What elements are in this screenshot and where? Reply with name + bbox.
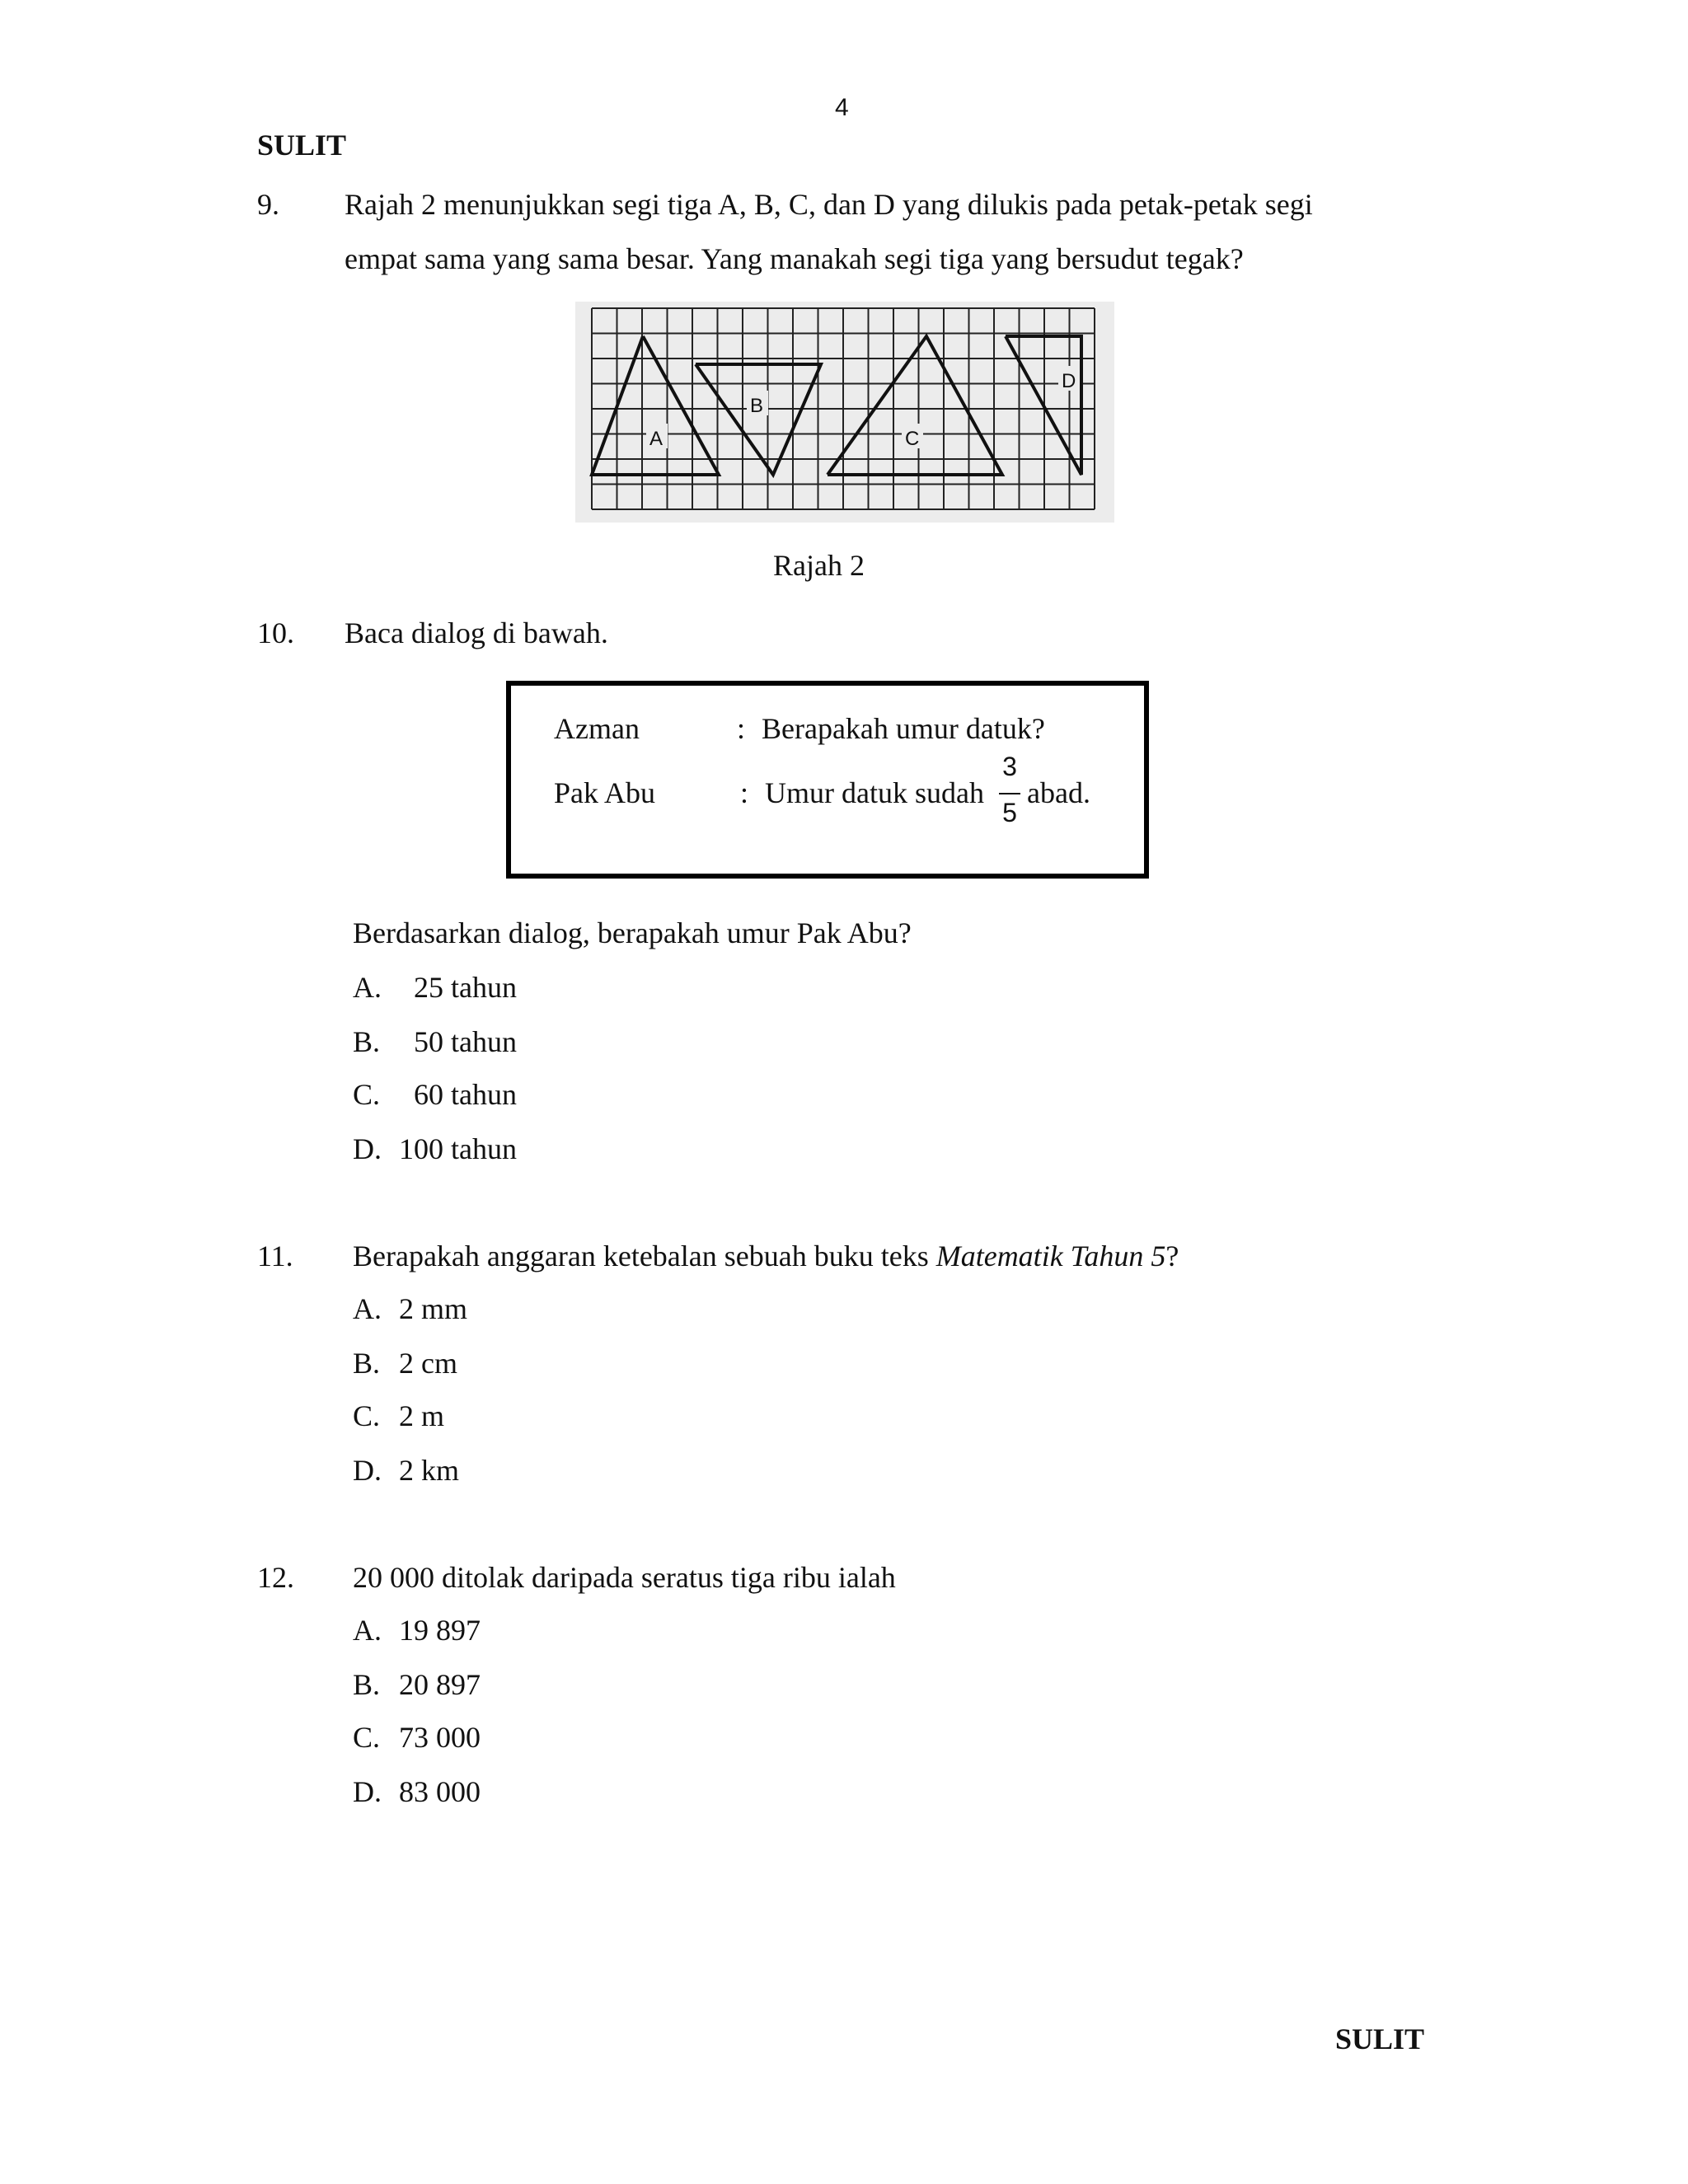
q10-option-a: 25 tahun	[414, 971, 517, 1004]
q11-option-a-letter: A.	[353, 1292, 382, 1325]
q12-option-b-letter: B.	[353, 1668, 381, 1701]
q11-number: 11.	[257, 1240, 293, 1272]
dialog-colon: :	[737, 712, 746, 745]
q12-text: 20 000 ditolak daripada seratus tiga ribu ialah	[353, 1561, 896, 1594]
q12-option-c: 73 000	[399, 1721, 481, 1754]
q12-option-c-letter: C.	[353, 1721, 381, 1754]
q11-question-mark: ?	[1165, 1240, 1179, 1272]
q11-option-a: 2 mm	[399, 1292, 468, 1325]
q9-line2: empat sama yang sama besar. Yang manakah segi tiga yang bersudut tegak?	[345, 242, 1244, 275]
header-sulit: SULIT	[257, 129, 347, 162]
dialog-line-pak-abu: Umur datuk sudah	[765, 776, 984, 809]
q11-option-c-letter: C.	[353, 1399, 381, 1432]
fraction-bar	[999, 793, 1020, 794]
fraction-numerator: 3	[1002, 752, 1017, 781]
dialog-speaker-azman: Azman	[554, 712, 640, 745]
label-a: A	[649, 428, 663, 450]
figure-caption: Rajah 2	[773, 549, 865, 582]
fraction-denominator: 5	[1002, 798, 1017, 827]
q12-option-d: 83 000	[399, 1775, 481, 1808]
q11-option-d-letter: D.	[353, 1454, 382, 1487]
q12-option-d-letter: D.	[353, 1775, 382, 1808]
label-b: B	[750, 395, 764, 417]
label-d: D	[1062, 370, 1076, 392]
q11-book-title: Matematik Tahun 5	[935, 1240, 1166, 1272]
q10-option-c: 60 tahun	[414, 1078, 517, 1111]
q10-intro: Baca dialog di bawah.	[345, 616, 608, 649]
q11-text-main: Berapakah anggaran ketebalan sebuah buku teks	[353, 1240, 936, 1272]
footer-sulit: SULIT	[1335, 2022, 1425, 2055]
q11-option-d: 2 km	[399, 1454, 460, 1487]
q11-option-b-letter: B.	[353, 1347, 381, 1380]
q11-option-b: 2 cm	[399, 1347, 457, 1380]
q10-option-b: 50 tahun	[414, 1025, 517, 1058]
page-number: 4	[835, 94, 849, 121]
q11-text	[353, 1238, 1179, 1274]
grid-lines	[592, 308, 1095, 509]
q10-question: Berdasarkan dialog, berapakah umur Pak Abu?	[353, 916, 912, 949]
q12-option-a-letter: A.	[353, 1614, 382, 1647]
rajah-2-grid-figure	[575, 302, 1114, 523]
q10-number: 10.	[257, 616, 294, 649]
dialog-line-end: abad.	[1027, 776, 1090, 809]
q9-number: 9.	[257, 188, 279, 221]
q9-line1: Rajah 2 menunjukkan segi tiga A, B, C, dan D yang dilukis pada petak-petak segi	[345, 188, 1313, 221]
dialog-speaker-pak-abu: Pak Abu	[554, 776, 656, 809]
q10-option-b-letter: B.	[353, 1025, 381, 1058]
q12-number: 12.	[257, 1561, 294, 1594]
q10-option-a-letter: A.	[353, 971, 382, 1004]
q10-option-d-letter: D.	[353, 1132, 382, 1165]
q12-option-b: 20 897	[399, 1668, 481, 1701]
q12-option-a: 19 897	[399, 1614, 481, 1647]
q10-option-c-letter: C.	[353, 1078, 381, 1111]
dialog-line-azman: Berapakah umur datuk?	[762, 712, 1045, 745]
label-c: C	[905, 428, 920, 450]
q10-option-d: 100 tahun	[399, 1132, 517, 1165]
dialog-colon: :	[740, 776, 749, 809]
q11-option-c: 2 m	[399, 1399, 445, 1432]
